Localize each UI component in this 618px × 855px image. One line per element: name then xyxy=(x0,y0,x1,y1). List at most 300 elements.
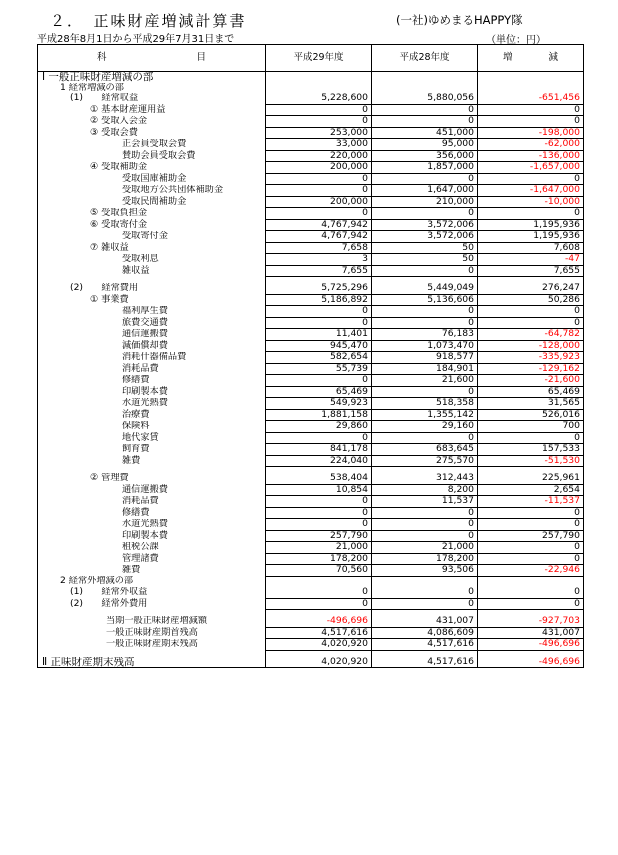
row-label xyxy=(38,116,266,128)
value-current-year: 55,739 xyxy=(266,363,372,375)
value-prior-year: 356,000 xyxy=(372,150,478,162)
table-row xyxy=(38,639,584,651)
row-label xyxy=(38,329,266,341)
table-row xyxy=(38,83,584,94)
table-row xyxy=(38,542,584,554)
value-current-year xyxy=(266,72,372,83)
value-change: 0 xyxy=(478,587,584,598)
row-label-text: 消耗品費 xyxy=(122,363,159,374)
row-label xyxy=(38,306,266,318)
value-current-year: -496,696 xyxy=(266,616,372,627)
value-change: -22,946 xyxy=(478,565,584,577)
value-prior-year xyxy=(372,576,478,587)
table-row xyxy=(38,162,584,174)
value-change: -496,696 xyxy=(478,657,584,668)
header-cell-prior: 平成28年度 xyxy=(372,45,478,72)
value-current-year: 253,000 xyxy=(266,127,372,139)
table-row xyxy=(38,409,584,421)
value-change: -129,162 xyxy=(478,363,584,375)
value-change: 31,565 xyxy=(478,398,584,410)
value-change: -47 xyxy=(478,254,584,266)
value-change: -64,782 xyxy=(478,329,584,341)
value-prior-year: 1,647,000 xyxy=(372,185,478,197)
value-change: 0 xyxy=(478,542,584,554)
table-row xyxy=(38,329,584,341)
table-row xyxy=(38,231,584,243)
value-current-year: 70,560 xyxy=(266,565,372,577)
value-change: 700 xyxy=(478,421,584,433)
row-label-text: 通信運搬費 xyxy=(122,484,168,495)
row-label-text: 雑収益 xyxy=(122,265,150,276)
value-current-year: 0 xyxy=(266,208,372,220)
row-label xyxy=(38,104,266,116)
row-label-text: ④ 受取補助金 xyxy=(90,161,148,172)
table-row xyxy=(38,565,584,577)
table-row xyxy=(38,208,584,220)
value-prior-year: 275,570 xyxy=(372,455,478,467)
table-row xyxy=(38,352,584,364)
value-change: 0 xyxy=(478,507,584,519)
value-current-year: 220,000 xyxy=(266,150,372,162)
table-row xyxy=(38,116,584,128)
table-row xyxy=(38,598,584,610)
value-current-year: 0 xyxy=(266,598,372,610)
table-row xyxy=(38,444,584,456)
value-current-year: 549,923 xyxy=(266,398,372,410)
row-label-text: 印刷製本費 xyxy=(122,530,168,541)
value-prior-year: 0 xyxy=(372,173,478,185)
value-prior-year: 0 xyxy=(372,386,478,398)
value-current-year: 0 xyxy=(266,432,372,444)
value-current-year: 841,178 xyxy=(266,444,372,456)
value-prior-year: 95,000 xyxy=(372,139,478,151)
table-row xyxy=(38,587,584,598)
row-label-text: 地代家賃 xyxy=(122,432,159,443)
value-current-year: 224,040 xyxy=(266,455,372,467)
row-label-text: 修繕費 xyxy=(122,507,150,518)
value-change: -496,696 xyxy=(478,639,584,651)
value-prior-year: 5,136,606 xyxy=(372,294,478,306)
value-current-year: 4,517,616 xyxy=(266,627,372,639)
row-label xyxy=(38,616,266,627)
value-current-year: 4,767,942 xyxy=(266,219,372,231)
value-change: -651,456 xyxy=(478,93,584,104)
value-change: -335,923 xyxy=(478,352,584,364)
row-label xyxy=(38,219,266,231)
table-row xyxy=(38,484,584,496)
value-change: -1,657,000 xyxy=(478,162,584,174)
row-label-text: 水道光熱費 xyxy=(122,518,168,529)
row-label xyxy=(38,93,266,104)
header-cell-subject: 科 目 xyxy=(38,45,266,72)
row-label xyxy=(38,317,266,329)
value-current-year: 0 xyxy=(266,116,372,128)
row-label-text: 保険料 xyxy=(122,420,150,431)
row-label-text: ② 管理費 xyxy=(90,473,129,484)
table-row xyxy=(38,421,584,433)
value-prior-year xyxy=(372,72,478,83)
table-row xyxy=(38,496,584,508)
value-current-year: 945,470 xyxy=(266,340,372,352)
value-change: -51,530 xyxy=(478,455,584,467)
value-change: 431,007 xyxy=(478,627,584,639)
value-current-year: 29,860 xyxy=(266,421,372,433)
value-prior-year: 29,160 xyxy=(372,421,478,433)
table-row xyxy=(38,265,584,277)
value-prior-year: 184,901 xyxy=(372,363,478,375)
row-label xyxy=(38,231,266,243)
value-change: 0 xyxy=(478,432,584,444)
value-current-year: 0 xyxy=(266,375,372,387)
row-label-text: 賛助会員受取会費 xyxy=(122,150,196,161)
row-label xyxy=(38,542,266,554)
table-row xyxy=(38,473,584,484)
row-label xyxy=(38,340,266,352)
value-current-year: 65,469 xyxy=(266,386,372,398)
value-prior-year: 0 xyxy=(372,587,478,598)
value-current-year: 5,186,892 xyxy=(266,294,372,306)
table-row xyxy=(38,530,584,542)
value-change: 526,016 xyxy=(478,409,584,421)
table-row xyxy=(38,173,584,185)
table-row xyxy=(38,283,584,294)
table-row xyxy=(38,93,584,104)
table-row xyxy=(38,616,584,627)
value-current-year: 4,767,942 xyxy=(266,231,372,243)
value-current-year: 1,881,158 xyxy=(266,409,372,421)
value-change xyxy=(478,83,584,94)
value-change: 1,195,936 xyxy=(478,231,584,243)
value-current-year: 21,000 xyxy=(266,542,372,554)
value-prior-year: 210,000 xyxy=(372,196,478,208)
table-row xyxy=(38,254,584,266)
row-label-text: 2 経常外増減の部 xyxy=(60,576,134,587)
value-current-year: 0 xyxy=(266,104,372,116)
row-label xyxy=(38,83,266,94)
value-prior-year: 21,000 xyxy=(372,542,478,554)
table-row xyxy=(38,553,584,565)
row-label-text: 受取寄付金 xyxy=(122,230,168,241)
value-change xyxy=(478,72,584,83)
value-change: 0 xyxy=(478,173,584,185)
value-change xyxy=(478,576,584,587)
row-label xyxy=(38,587,266,598)
row-label xyxy=(38,444,266,456)
value-change: 157,533 xyxy=(478,444,584,456)
value-change: -62,000 xyxy=(478,139,584,151)
table-row xyxy=(38,294,584,306)
value-change: 1,195,936 xyxy=(478,219,584,231)
table-row xyxy=(38,455,584,467)
row-label xyxy=(38,530,266,542)
row-label-text: 雑費 xyxy=(122,564,141,575)
value-prior-year: 4,086,609 xyxy=(372,627,478,639)
row-label xyxy=(38,294,266,306)
row-label-text: 福利厚生費 xyxy=(122,305,168,316)
row-label xyxy=(38,265,266,277)
table-row xyxy=(38,139,584,151)
value-prior-year: 4,517,616 xyxy=(372,639,478,651)
value-change: 7,608 xyxy=(478,242,584,254)
value-change: 0 xyxy=(478,598,584,610)
report-title: ２． 正味財産増減計算書 xyxy=(50,12,247,30)
table-row xyxy=(38,196,584,208)
row-label-text: 飼育費 xyxy=(122,443,150,454)
value-current-year: 0 xyxy=(266,587,372,598)
row-label-text: 消耗品費 xyxy=(122,495,159,506)
value-prior-year: 1,857,000 xyxy=(372,162,478,174)
value-current-year: 200,000 xyxy=(266,196,372,208)
value-prior-year: 918,577 xyxy=(372,352,478,364)
row-label-text: Ⅱ 正味財産期末残高 xyxy=(42,656,135,668)
value-change: 0 xyxy=(478,519,584,531)
value-current-year: 200,000 xyxy=(266,162,372,174)
value-prior-year: 93,506 xyxy=(372,565,478,577)
value-prior-year: 0 xyxy=(372,507,478,519)
value-prior-year: 5,880,056 xyxy=(372,93,478,104)
row-label-text: 受取国庫補助金 xyxy=(122,173,187,184)
row-label-text: 租税公課 xyxy=(122,541,159,552)
row-label xyxy=(38,627,266,639)
row-label xyxy=(38,363,266,375)
row-label xyxy=(38,398,266,410)
row-label xyxy=(38,162,266,174)
row-label xyxy=(38,409,266,421)
value-current-year: 0 xyxy=(266,519,372,531)
row-label-text: (2) 経常費用 xyxy=(70,283,139,294)
row-label xyxy=(38,565,266,577)
row-label-text: ⑥ 受取寄付金 xyxy=(90,219,148,230)
value-prior-year: 5,449,049 xyxy=(372,283,478,294)
value-change: 0 xyxy=(478,553,584,565)
value-prior-year: 518,358 xyxy=(372,398,478,410)
value-change: 276,247 xyxy=(478,283,584,294)
row-label-text: 一般正味財産期末残高 xyxy=(106,638,198,649)
table-header-row xyxy=(38,45,584,72)
row-label xyxy=(38,72,266,83)
table-row xyxy=(38,375,584,387)
row-label xyxy=(38,473,266,484)
value-prior-year: 178,200 xyxy=(372,553,478,565)
row-label-text: 印刷製本費 xyxy=(122,386,168,397)
value-prior-year: 0 xyxy=(372,116,478,128)
row-label-text: ① 事業費 xyxy=(90,294,129,305)
table-row xyxy=(38,386,584,398)
value-prior-year: 50 xyxy=(372,254,478,266)
row-label-text: ③ 受取会費 xyxy=(90,127,138,138)
value-current-year: 5,228,600 xyxy=(266,93,372,104)
table-row xyxy=(38,185,584,197)
row-label-text: Ⅰ 一般正味財産増減の部 xyxy=(42,71,154,83)
table-row xyxy=(38,219,584,231)
row-label xyxy=(38,639,266,651)
unit-label: （単位：円） xyxy=(486,35,546,46)
row-label-text: 水道光熱費 xyxy=(122,397,168,408)
value-change: -128,000 xyxy=(478,340,584,352)
row-label-text: 受取地方公共団体補助金 xyxy=(122,184,224,195)
row-label-text: 当期一般正味財産増減額 xyxy=(106,616,208,627)
row-label-text: (1) 経常外収益 xyxy=(70,587,148,598)
value-current-year: 538,404 xyxy=(266,473,372,484)
value-prior-year: 0 xyxy=(372,519,478,531)
row-label xyxy=(38,173,266,185)
value-prior-year: 3,572,006 xyxy=(372,219,478,231)
row-label xyxy=(38,496,266,508)
row-label xyxy=(38,352,266,364)
row-label xyxy=(38,421,266,433)
row-label xyxy=(38,657,266,668)
value-prior-year: 1,073,470 xyxy=(372,340,478,352)
value-change: 0 xyxy=(478,306,584,318)
row-label xyxy=(38,484,266,496)
value-prior-year: 50 xyxy=(372,242,478,254)
table-row xyxy=(38,507,584,519)
value-change: -1,647,000 xyxy=(478,185,584,197)
value-prior-year: 0 xyxy=(372,530,478,542)
value-prior-year: 0 xyxy=(372,432,478,444)
organization-name: (一社)ゆめまるHAPPY隊 xyxy=(396,13,523,27)
row-label-text: 修繕費 xyxy=(122,374,150,385)
row-label xyxy=(38,386,266,398)
table-row xyxy=(38,72,584,83)
value-change: -136,000 xyxy=(478,150,584,162)
value-prior-year: 0 xyxy=(372,104,478,116)
header-cell-change: 増 減 xyxy=(478,45,584,72)
value-prior-year: 0 xyxy=(372,306,478,318)
row-label xyxy=(38,139,266,151)
value-current-year: 0 xyxy=(266,317,372,329)
value-prior-year: 1,355,142 xyxy=(372,409,478,421)
value-change: -927,703 xyxy=(478,616,584,627)
value-change: -10,000 xyxy=(478,196,584,208)
value-current-year: 11,401 xyxy=(266,329,372,341)
value-current-year: 4,020,920 xyxy=(266,657,372,668)
row-label-text: 治療費 xyxy=(122,409,150,420)
table-row xyxy=(38,242,584,254)
value-current-year: 0 xyxy=(266,306,372,318)
value-prior-year: 451,000 xyxy=(372,127,478,139)
row-label xyxy=(38,598,266,610)
row-label xyxy=(38,196,266,208)
row-label xyxy=(38,507,266,519)
value-change: 257,790 xyxy=(478,530,584,542)
table-row xyxy=(38,576,584,587)
row-label-text: 一般正味財産期首残高 xyxy=(106,627,198,638)
value-current-year: 7,655 xyxy=(266,265,372,277)
row-label xyxy=(38,150,266,162)
table-row xyxy=(38,657,584,668)
row-label-text: 管理諸費 xyxy=(122,553,159,564)
value-current-year: 5,725,296 xyxy=(266,283,372,294)
table-row xyxy=(38,398,584,410)
fiscal-period: 平成28年8月1日から平成29年7月31日まで xyxy=(37,34,235,45)
row-label xyxy=(38,432,266,444)
value-change: 0 xyxy=(478,208,584,220)
value-prior-year: 0 xyxy=(372,265,478,277)
table-row xyxy=(38,104,584,116)
row-label-text: 受取民間補助金 xyxy=(122,196,187,207)
row-label-text: 消耗什器備品費 xyxy=(122,351,187,362)
statement-table xyxy=(37,44,584,668)
value-current-year: 257,790 xyxy=(266,530,372,542)
row-label xyxy=(38,254,266,266)
value-change: 2,654 xyxy=(478,484,584,496)
value-prior-year: 431,007 xyxy=(372,616,478,627)
row-label xyxy=(38,553,266,565)
row-label-text: 1 経常増減の部 xyxy=(60,82,124,93)
row-label-text: (1) 経常収益 xyxy=(70,93,139,104)
row-label xyxy=(38,519,266,531)
row-label xyxy=(38,208,266,220)
value-prior-year: 0 xyxy=(372,317,478,329)
value-change: 7,655 xyxy=(478,265,584,277)
value-current-year: 0 xyxy=(266,507,372,519)
value-prior-year: 3,572,006 xyxy=(372,231,478,243)
row-label-text: 雑費 xyxy=(122,455,141,466)
value-current-year: 33,000 xyxy=(266,139,372,151)
row-label-text: 正会員受取会費 xyxy=(122,138,187,149)
value-prior-year: 0 xyxy=(372,598,478,610)
value-change: 225,961 xyxy=(478,473,584,484)
table-row xyxy=(38,317,584,329)
table-row xyxy=(38,363,584,375)
value-change: 0 xyxy=(478,116,584,128)
row-label xyxy=(38,576,266,587)
value-current-year xyxy=(266,576,372,587)
header-cell-current: 平成29年度 xyxy=(266,45,372,72)
row-label xyxy=(38,185,266,197)
value-current-year xyxy=(266,83,372,94)
table-row xyxy=(38,432,584,444)
table-row xyxy=(38,627,584,639)
row-label-text: 通信運搬費 xyxy=(122,328,168,339)
value-current-year: 0 xyxy=(266,185,372,197)
row-label-text: ⑤ 受取負担金 xyxy=(90,207,148,218)
row-label-text: (2) 経常外費用 xyxy=(70,598,148,609)
table-row xyxy=(38,340,584,352)
value-current-year: 0 xyxy=(266,173,372,185)
value-current-year: 10,854 xyxy=(266,484,372,496)
row-label-text: ② 受取入会金 xyxy=(90,115,148,126)
value-prior-year: 8,200 xyxy=(372,484,478,496)
value-prior-year: 11,537 xyxy=(372,496,478,508)
row-label xyxy=(38,283,266,294)
value-change: -21,600 xyxy=(478,375,584,387)
row-label-text: 旅費交通費 xyxy=(122,317,168,328)
row-label xyxy=(38,375,266,387)
value-prior-year: 683,645 xyxy=(372,444,478,456)
value-current-year: 7,658 xyxy=(266,242,372,254)
value-prior-year xyxy=(372,83,478,94)
value-prior-year: 0 xyxy=(372,208,478,220)
value-change: 0 xyxy=(478,104,584,116)
row-label-text: ① 基本財産運用益 xyxy=(90,104,166,115)
value-prior-year: 21,600 xyxy=(372,375,478,387)
value-current-year: 582,654 xyxy=(266,352,372,364)
row-label-text: 受取利息 xyxy=(122,253,159,264)
value-change: 65,469 xyxy=(478,386,584,398)
value-prior-year: 4,517,616 xyxy=(372,657,478,668)
row-label-text: 減価償却費 xyxy=(122,340,168,351)
table-row xyxy=(38,519,584,531)
row-label xyxy=(38,242,266,254)
value-current-year: 0 xyxy=(266,496,372,508)
row-label-text: ⑦ 雑収益 xyxy=(90,242,129,253)
value-prior-year: 312,443 xyxy=(372,473,478,484)
value-current-year: 4,020,920 xyxy=(266,639,372,651)
row-label xyxy=(38,455,266,467)
statement-body xyxy=(38,72,584,668)
